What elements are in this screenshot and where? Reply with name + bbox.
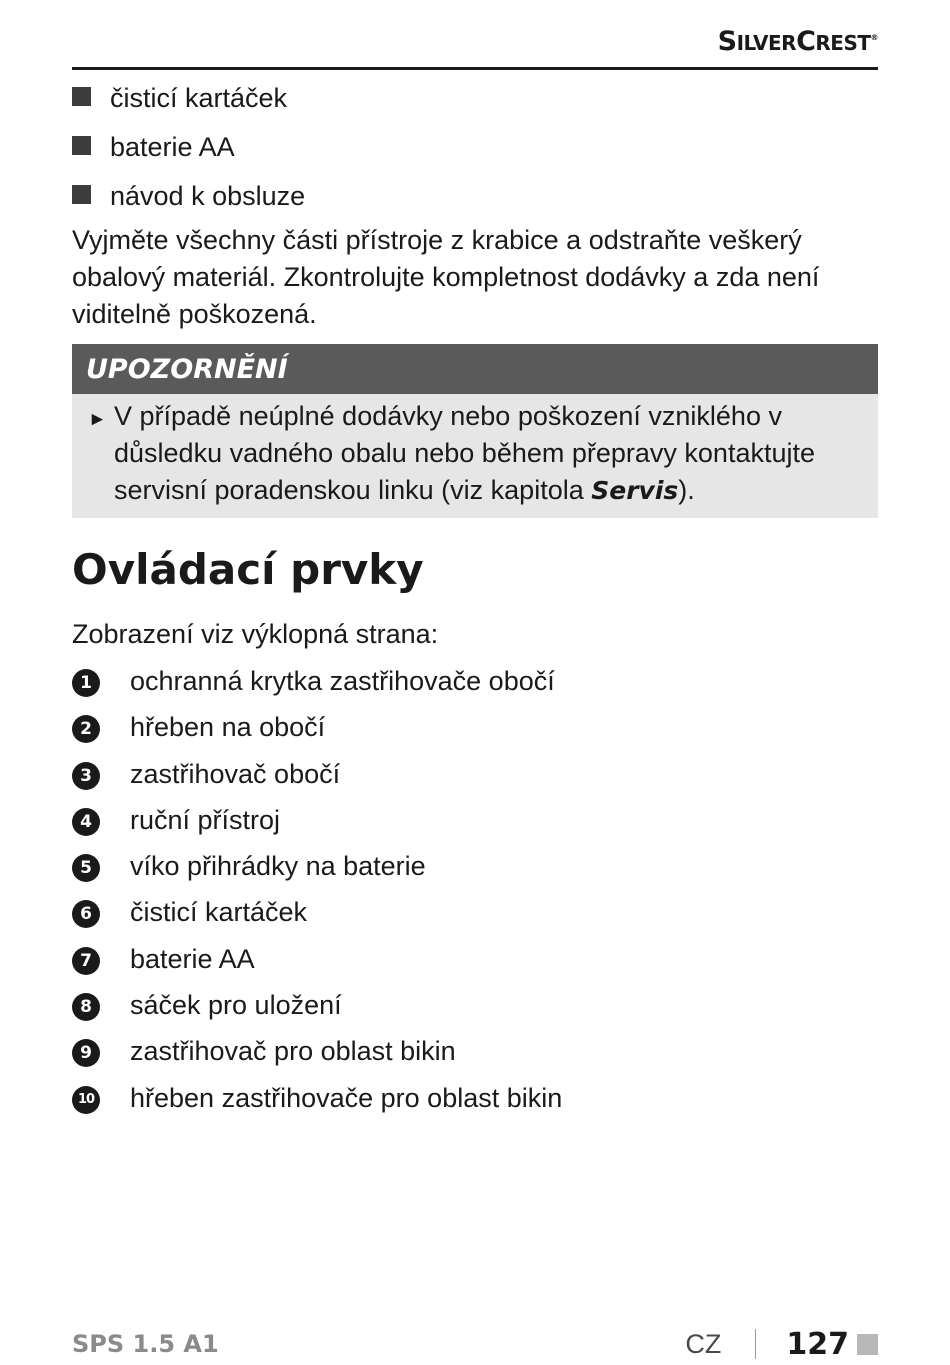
package-contents-list <box>72 78 878 225</box>
arrow-bullet-icon: ► <box>88 409 107 430</box>
model-number: SPS 1.5 A1 <box>72 1330 219 1358</box>
number-badge-icon: 2 <box>72 715 100 743</box>
notice-body <box>72 394 878 509</box>
part-label: ruční přístroj <box>130 804 281 835</box>
part-item <box>72 706 878 752</box>
part-label: ochranná krytka zastřihovače obočí <box>130 666 555 696</box>
part-item <box>72 799 878 845</box>
number-badge-icon: 8 <box>72 993 100 1021</box>
language-code: CZ <box>685 1328 722 1359</box>
part-item <box>72 938 878 984</box>
list-item <box>72 78 878 127</box>
part-item <box>72 1077 878 1123</box>
page-number: 127 <box>786 1326 849 1362</box>
section-title: Ovládací prvky <box>72 545 424 594</box>
notice-box <box>72 344 878 518</box>
list-item <box>72 127 878 176</box>
part-label: čisticí kartáček <box>130 897 308 928</box>
number-badge-icon: 1 <box>72 669 100 697</box>
part-label: zastřihovač pro oblast bikin <box>130 1036 456 1067</box>
notice-text: V případě neúplné dodávky nebo poškození vzniklého v důsledku vadného obalu nebo během přepravy kontaktujte servisní poradenskou linku (viz kapitola <box>114 401 815 505</box>
list-item-label: baterie AA <box>110 132 235 162</box>
number-badge-icon: 3 <box>72 762 100 790</box>
part-label: zastřihovač obočí <box>130 758 341 789</box>
part-label: hřeben na obočí <box>130 712 326 743</box>
notice-heading: UPOZORNĚNÍ <box>72 344 878 394</box>
part-item <box>72 891 878 937</box>
footer-divider <box>755 1329 756 1359</box>
number-badge-icon: 4 <box>72 808 100 836</box>
header-divider <box>72 67 878 70</box>
part-label: sáček pro uložení <box>130 990 342 1021</box>
chapter-reference: Servis <box>591 476 679 505</box>
figure-note: Zobrazení viz výklopná strana: <box>72 619 439 649</box>
number-badge-icon: 10 <box>72 1086 100 1114</box>
part-item <box>72 753 878 799</box>
number-badge-icon: 7 <box>72 947 100 975</box>
list-item-label: čisticí kartáček <box>110 83 288 113</box>
square-bullet-icon <box>72 185 91 204</box>
part-item <box>72 660 878 706</box>
number-badge-icon: 5 <box>72 854 100 882</box>
page-marker-icon <box>857 1334 878 1355</box>
part-label: víko přihrádky na baterie <box>130 851 426 882</box>
parts-list <box>72 660 878 1123</box>
number-badge-icon: 6 <box>72 900 100 928</box>
square-bullet-icon <box>72 87 91 106</box>
part-label: baterie AA <box>130 943 255 974</box>
intro-paragraph: Vyjměte všechny části přístroje z krabice a odstraňte veškerý obalový materiál. Zkontrolujte kompletnost dodávky a zda není viditelně poškozená. <box>72 225 820 329</box>
list-item-label: návod k obsluze <box>110 181 306 211</box>
part-item <box>72 845 878 891</box>
number-badge-icon: 9 <box>72 1039 100 1067</box>
part-item <box>72 1030 878 1076</box>
square-bullet-icon <box>72 136 91 155</box>
part-item <box>72 984 878 1030</box>
list-item <box>72 176 878 225</box>
page-footer <box>685 1324 878 1364</box>
brand-logo: SILVERCREST® <box>717 26 878 57</box>
notice-text-end: ). <box>678 475 695 505</box>
part-label: hřeben zastřihovače pro oblast bikin <box>130 1082 563 1113</box>
